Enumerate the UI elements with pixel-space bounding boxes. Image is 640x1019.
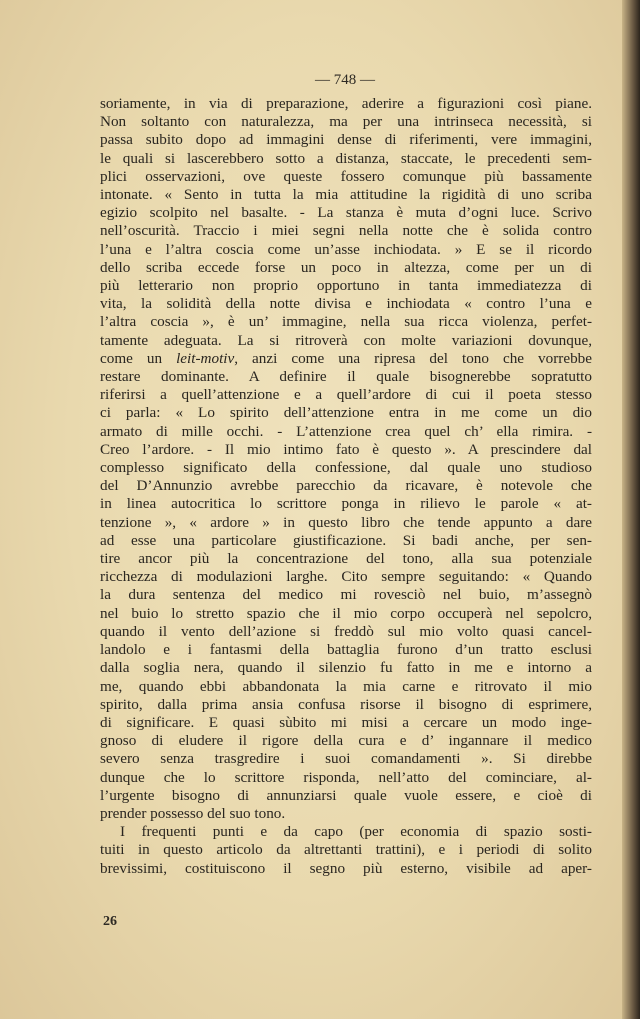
- text-line: Non soltanto con naturalezza, ma per una intrinseca necessità, si: [100, 113, 592, 131]
- text-line: me, quando ebbi abbandonata la mia carne e ritrovato il mio: [100, 677, 592, 695]
- page-number: — 748 —: [315, 72, 375, 88]
- text-line: ad esse una particolare giustificazione. Si badi anche, per sen-: [100, 531, 592, 549]
- text-line: l’una e l’altra coscia come un’asse inchiodata. » E se il ricordo: [100, 240, 592, 258]
- text-line: l’urgente bisogno di annunziarsi quale vuole essere, e cioè di: [100, 786, 592, 804]
- text-line: del D’Annunzio avrebbe parecchio da ricavare, è notevole che: [100, 477, 592, 495]
- text-line: gnoso di eludere il rigore della cura e d’ ingannare il medico: [100, 732, 592, 750]
- text-line: tenzione », « ardore » in questo libro che tende appunto a dare: [100, 513, 592, 531]
- text-segment: come un: [100, 349, 177, 367]
- text-line: dalla soglia nera, quando il silenzio fu fatto in me e intorno a: [100, 659, 592, 677]
- text-line: Creo l’ardore. - Il mio intimo fato è questo ». A prescindere dal: [100, 440, 592, 458]
- text-line: spirito, dalla prima ansia confusa risorse il bisogno di esprimere,: [100, 695, 592, 713]
- text-line: severo senza trasgredire i suoi comandamenti ». Si direbbe: [100, 750, 592, 768]
- text-line: riferirsi a quell’attenzione e a quell’ardore di cui il poeta stesso: [100, 386, 592, 404]
- signature-mark: 26: [103, 914, 117, 929]
- book-edge: [622, 0, 640, 1019]
- body-text: [100, 95, 592, 878]
- text-line: landolo e i fantasmi della battaglia furono d’un tratto esclusi: [100, 641, 592, 659]
- text-line: plici osservazioni, ove queste fossero comunque più bassamente: [100, 167, 592, 185]
- text-line: complesso significato della confessione, dal quale uno studioso: [100, 459, 592, 477]
- text-line: tuiti in questo articolo da altrettanti trattini), e i periodi di solito: [100, 841, 592, 859]
- text-line: passa subito dopo ad immagini dense di riferimenti, vere immagini,: [100, 131, 592, 149]
- text-line: I frequenti punti e da capo (per economia di spazio sosti-: [120, 823, 592, 841]
- text-line: nel buio lo stretto spazio che il mio corpo occuperà nel sepolcro,: [100, 604, 592, 622]
- text-line: nell’oscurità. Traccio i miei segni nella notte che è solida contro: [100, 222, 592, 240]
- text-line: ci parla: « Lo spirito dell’attenzione entra in me come un dio: [100, 404, 592, 422]
- text-line: ricchezza di modulazioni larghe. Cito sempre seguitando: « Quando: [100, 568, 592, 586]
- text-line: soriamente, in via di preparazione, aderire a figurazioni così piane.: [100, 95, 592, 112]
- text-line: vita, la solidità della notte divisa e inchiodata « contro l’una e: [100, 295, 592, 313]
- text-segment: , anzi come una ripresa del tono che vorrebbe: [234, 349, 592, 367]
- text-line: dunque che lo scrittore risponda, nell’atto del cominciare, al-: [100, 768, 592, 786]
- text-line: egizio scolpito nel basalte. - La stanza è muta d’ogni luce. Scrivo: [100, 204, 592, 222]
- text-line: in linea autocritica lo scrittore ponga in rilievo le parole « at-: [100, 495, 592, 513]
- text-line: più letterario non proprio opportuno in tanta immediatezza di: [100, 277, 592, 295]
- text-line: restare dominante. A definire il quale bisognerebbe sopratutto: [100, 368, 592, 386]
- text-line: quando il vento dell’azione si freddò sul mio volto quasi cancel-: [100, 622, 592, 640]
- italic-term: leit-motiv: [176, 349, 235, 367]
- text-line: dello scriba eccede forse un poco in altezza, come per un di: [100, 258, 592, 276]
- text-line: brevissimi, costituiscono il segno più esterno, visibile ad aper-: [100, 859, 592, 877]
- text-line: l’altra coscia », è un’ immagine, nella sua ricca violenza, perfet-: [100, 313, 592, 331]
- text-line: le quali si lascerebbero sotto a distanza, staccate, le precedenti sem-: [100, 149, 592, 167]
- text-line: intonate. « Sento in tutta la mia attitudine la rigidità di uno scriba: [100, 186, 592, 204]
- text-line: di significare. E quasi sùbito mi misi a cercare un modo inge-: [100, 713, 592, 731]
- text-line: prender possesso del suo tono.: [100, 804, 286, 822]
- text-line: armato di mille occhi. - L’attenzione crea quel ch’ ella rimira. -: [100, 422, 592, 440]
- text-line: tamente adeguata. La si ritroverà con molte variazioni dovunque,: [100, 331, 592, 349]
- text-line: [100, 350, 592, 368]
- text-line: la dura sentenza del medico mi rovesciò nel buio, m’assegnò: [100, 586, 592, 604]
- text-line: tire ancor più la concentrazione del tono, alla sua potenziale: [100, 550, 592, 568]
